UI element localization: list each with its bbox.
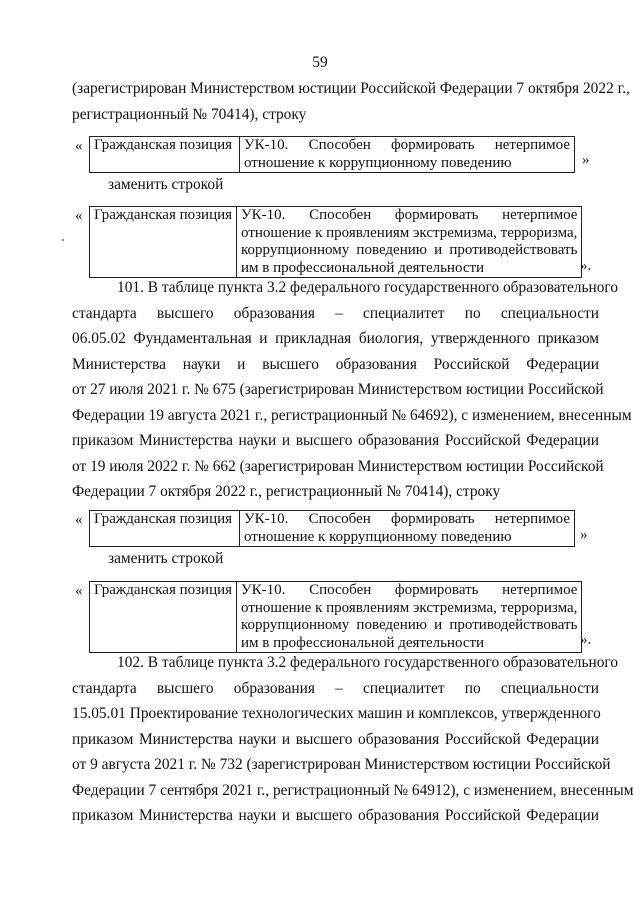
intro-line: (зарегистрирован Министерством юстиции Российской Федерации 7 октября 2022 г., bbox=[72, 80, 630, 97]
scan-speck bbox=[62, 239, 64, 241]
row-description-line: отношение к проявлениям экстремизма, терроризма, bbox=[241, 599, 578, 616]
paragraph-101-line: Федерации 19 августа 2021 г., регистрационный № 64692), с изменением, внесенным bbox=[72, 407, 632, 424]
row-description-line: коррупционному поведению и противодействовать bbox=[241, 242, 578, 258]
paragraph-101-line: приказом Министерства науки и высшего образования Российской Федерации bbox=[72, 432, 599, 449]
row-label: Гражданская позиция bbox=[90, 582, 237, 653]
open-quote: « bbox=[75, 208, 83, 224]
open-quote: « bbox=[75, 583, 83, 599]
row-description-line: им в профессиональной деятельности bbox=[241, 634, 485, 651]
paragraph-102-line: от 9 августа 2021 г. № 732 (зарегистрирован Министерством юстиции Российской bbox=[72, 756, 611, 773]
paragraph-102-line: стандарта высшего образования – специалитет по специальности bbox=[72, 680, 599, 697]
row-description-line: УК-10. Способен формировать нетерпимое bbox=[244, 511, 570, 527]
row-description bbox=[237, 582, 582, 653]
row-description-line: УК-10. Способен формировать нетерпимое bbox=[244, 137, 570, 153]
paragraph-101-line: 06.05.02 Фундаментальная и прикладная биология, утвержденного приказом bbox=[72, 330, 599, 347]
close-quote: ». bbox=[580, 258, 592, 274]
row-label: Гражданская позиция bbox=[90, 137, 240, 173]
paragraph-102-line: 102. В таблице пункта 3.2 федерального государственного образовательного bbox=[117, 654, 619, 671]
intro-line: регистрационный № 70414), строку bbox=[72, 106, 307, 123]
table-row-old bbox=[89, 510, 575, 547]
paragraph-101-line: стандарта высшего образования – специалитет по специальности bbox=[72, 305, 599, 322]
close-quote: ». bbox=[580, 632, 592, 648]
paragraph-101-line: Федерации 7 октября 2022 г., регистрационный № 70414), строку bbox=[72, 483, 501, 500]
row-description-line: им в профессиональной деятельности bbox=[241, 259, 485, 276]
row-description bbox=[240, 137, 575, 173]
row-description bbox=[237, 207, 582, 278]
row-description-line: отношение к коррупционному поведению bbox=[244, 528, 512, 545]
row-description bbox=[240, 511, 575, 547]
table-row-new bbox=[89, 581, 582, 653]
replace-label: заменить строкой bbox=[108, 550, 224, 567]
row-description-line: отношение к проявлениям экстремизма, терроризма, bbox=[241, 224, 578, 241]
paragraph-101-line: Министерства науки и высшего образования Российской Федерации bbox=[72, 356, 599, 373]
open-quote: « bbox=[75, 138, 83, 154]
paragraph-102-line: Федерации 7 сентября 2021 г., регистрационный № 64912), с изменением, внесенным bbox=[72, 782, 634, 799]
paragraph-102-line: приказом Министерства науки и высшего образования Российской Федерации bbox=[72, 807, 599, 824]
row-description-line: коррупционному поведению и противодействовать bbox=[241, 617, 578, 633]
table-row-old bbox=[89, 136, 575, 173]
row-description-line: УК-10. Способен формировать нетерпимое bbox=[241, 207, 578, 223]
table-row-new bbox=[89, 206, 582, 278]
close-quote: » bbox=[582, 152, 590, 168]
paragraph-101-line: от 19 июля 2022 г. № 662 (зарегистрирован Министерством юстиции Российской bbox=[72, 458, 604, 475]
open-quote: « bbox=[75, 512, 83, 528]
row-description-line: отношение к коррупционному поведению bbox=[244, 154, 512, 171]
paragraph-102-line: приказом Министерства науки и высшего образования Российской Федерации bbox=[72, 731, 599, 748]
paragraph-101-line: от 27 июля 2021 г. № 675 (зарегистрирован Министерством юстиции Российской bbox=[72, 381, 604, 398]
close-quote: » bbox=[580, 527, 588, 543]
paragraph-102-line: 15.05.01 Проектирование технологических машин и комплексов, утвержденного bbox=[72, 705, 601, 722]
row-description-line: УК-10. Способен формировать нетерпимое bbox=[241, 582, 578, 598]
page-number: 59 bbox=[312, 54, 328, 71]
row-label: Гражданская позиция bbox=[90, 207, 237, 278]
replace-label: заменить строкой bbox=[108, 176, 224, 193]
paragraph-101-line: 101. В таблице пункта 3.2 федерального государственного образовательного bbox=[117, 279, 619, 296]
row-label: Гражданская позиция bbox=[90, 511, 240, 547]
